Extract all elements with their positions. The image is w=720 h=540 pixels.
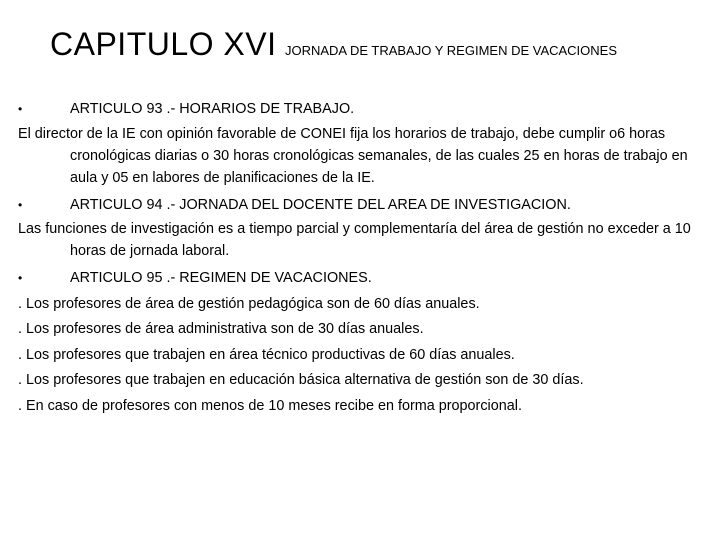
vacation-line: . En caso de profesores con menos de 10 meses recibe en forma proporcional. [18, 397, 522, 414]
article-heading-text: ARTICULO 94 .- JORNADA DEL DOCENTE DEL AREA DE INVESTIGACION. [70, 196, 571, 213]
article-94-text: Las funciones de investigación es a tiempo parcial y complementaría del área de gestión no exceder a 10 horas de jornada laboral. [18, 221, 691, 259]
bullet-icon: • [18, 271, 23, 285]
vacation-line: . Los profesores que trabajen en área técnico productivas de 60 días anuales. [18, 346, 515, 363]
vacation-line: . Los profesores de área administrativa son de 30 días anuales. [18, 321, 424, 337]
article-94-heading [18, 193, 708, 219]
article-95-heading [18, 266, 708, 292]
bullet-icon: • [18, 102, 23, 116]
article-heading-text: ARTICULO 93 .- HORARIOS DE TRABAJO. [70, 101, 355, 117]
article-heading-text: ARTICULO 95 .- REGIMEN DE VACACIONES. [70, 270, 372, 286]
article-93-text: El director de la IE con opinión favorable de CONEI fija los horarios de trabajo, debe cumplir o6 horas cronológicas diarias o 30 horas cronológicas semanales, de las cuales 25 en horas de trabajo en aula y 05 en labores de planificaciones de la IE. [18, 125, 688, 186]
slide-body [18, 97, 708, 419]
article-93-heading [18, 97, 708, 123]
bullet-icon: • [18, 197, 23, 212]
chapter-subtitle: JORNADA DE TRABAJO Y REGIMEN DE VACACIONES [284, 43, 618, 58]
chapter-title: CAPITULO XVI [50, 26, 277, 62]
vacation-line: . Los profesores de área de gestión pedagógica son de 60 días anuales. [18, 295, 480, 312]
vacation-line: . Los profesores que trabajen en educación básica alternativa de gestión son de 30 días. [18, 372, 584, 388]
slide-title [50, 28, 710, 60]
